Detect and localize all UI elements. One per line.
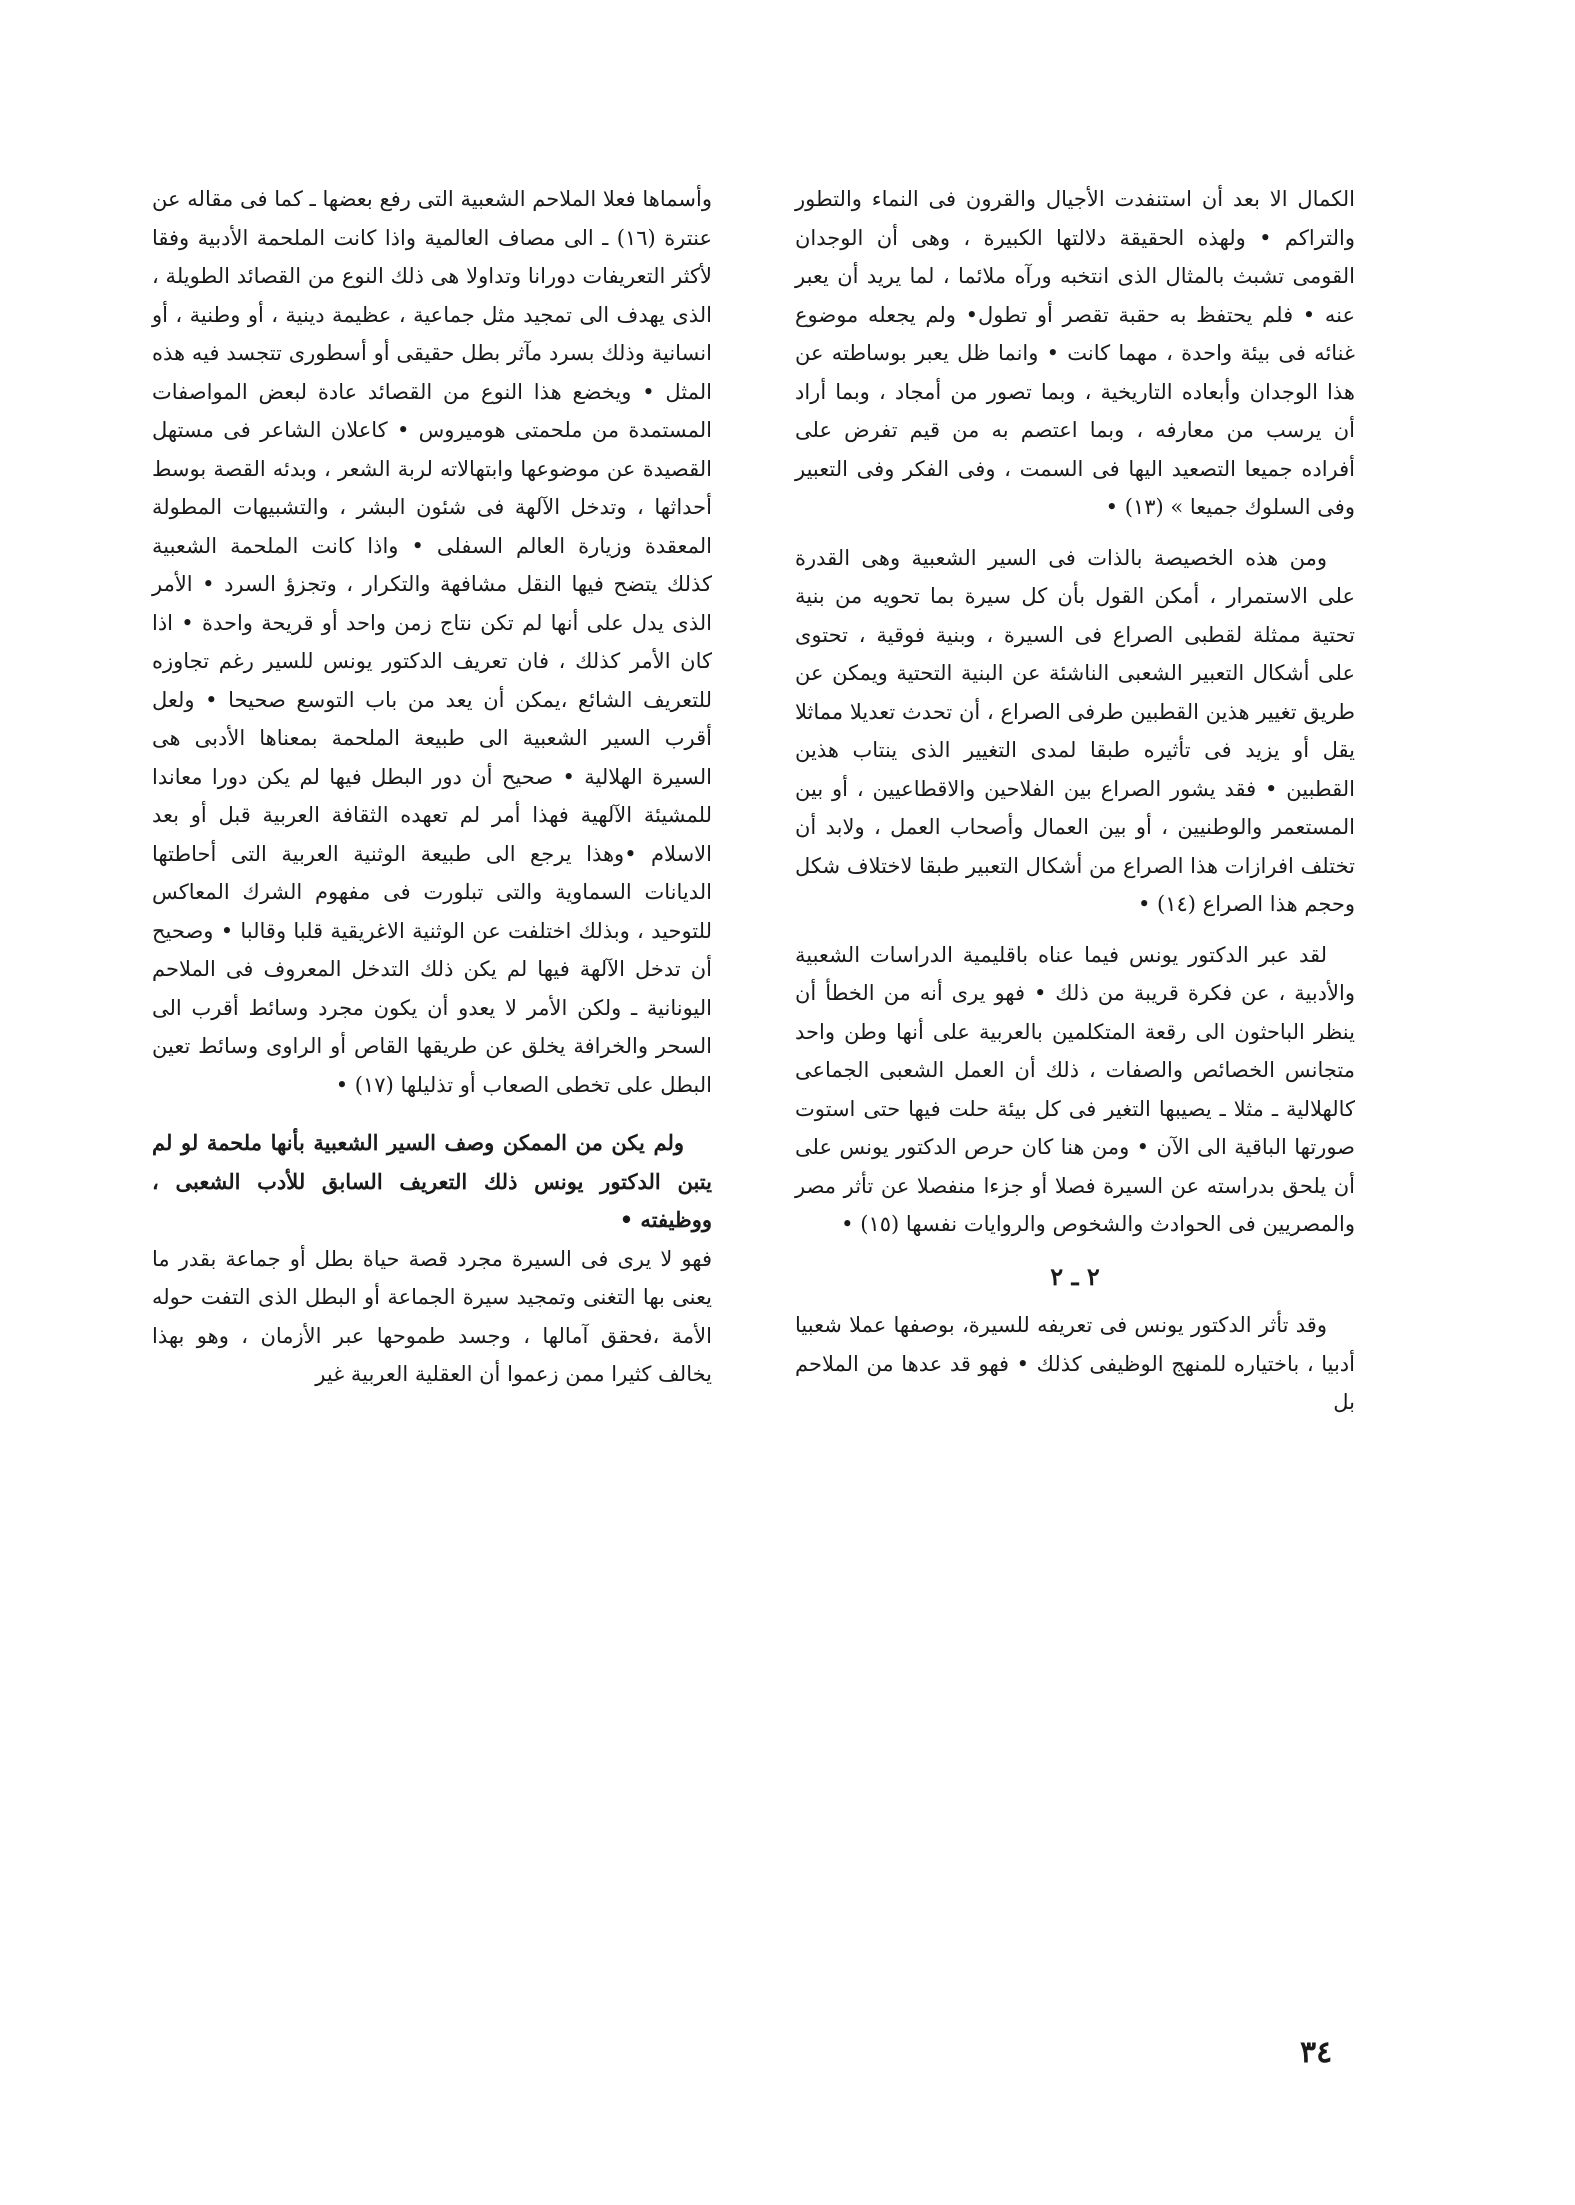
paragraph: الكمال الا بعد أن استنفدت الأجيال والقرون فى النماء والتطور والتراكم • ولهذه الحقيقة دلالتها الكبيرة ، وهى أن الوجدان القومى تشبث بالمثال الذى انتخبه ورآه ملائما ، لما يريد أن يعبر عنه • فلم يحتفظ به حقبة تقصر أو تطول• ولم يجعله موضوع غنائه فى بيئة واحدة ، مهما كانت • وانما ظل يعبر بوساطته عن هذا الوجدان وأبعاده التاريخية ، وبما تصور من أمجاد ، وبما أراد أن يرسب من معارفه ، وبما اعتصم به من قيم تفرض على أفراده جميعا التصعيد اليها فى السمت ، وفى الفكر وفى التعبير وفى السلوك جميعا » (١٣) •	[795, 187, 1355, 519]
paragraph: وقد تأثر الدكتور يونس فى تعريفه للسيرة، بوصفها عملا شعبيا أدبيا ، باختياره للمنهج الوظيفى كذلك • فهو قد عدها من الملاحم بل	[795, 1313, 1355, 1414]
paragraph: فهو لا يرى فى السيرة مجرد قصة حياة بطل أو جماعة بقدر ما يعنى بها التغنى وتمجيد سيرة الجماعة أو البطل الذى التفت حوله الأمة ،فحقق آمالها ، وجسد طموحها عبر الأزمان ، وهو بهذا يخالف كثيرا ممن زعموا أن العقلية العربية غير	[152, 1246, 712, 1386]
right-text-column	[795, 180, 1355, 1422]
paragraph: لقد عبر الدكتور يونس فيما عناه باقليمية الدراسات الشعبية والأدبية ، عن فكرة قريبة من ذلك • فهو يرى أنه من الخطأ أن ينظر الباحثون الى رقعة المتكلمين بالعربية على أنها وطن واحد متجانس الخصائص والصفات ، ذلك أن العمل الشعبى الجماعى كالهلالية ـ مثلا ـ يصيبها التغير فى كل بيئة حلت فيها حتى استوت صورتها الباقية الى الآن • ومن هنا كان حرص الدكتور يونس على أن يلحق بدراسته عن السيرة فصلا أو جزءا منفصلا عن تأثر مصر والمصريين فى الحوادث والشخوص والروايات نفسها (١٥) •	[795, 942, 1355, 1236]
section-heading: ٢ ـ ٢	[1050, 1261, 1100, 1291]
bold-paragraph: ولم يكن من الممكن وصف السير الشعبية بأنها ملحمة لو لم يتبن الدكتور يونس ذلك التعريف السابق للأدب الشعبى ، ووظيفته •	[152, 1130, 712, 1232]
left-text-column	[152, 180, 712, 1394]
paragraph: وأسماها فعلا الملاحم الشعبية التى رفع بعضها ـ كما فى مقاله عن عنترة (١٦) ـ الى مصاف العالمية واذا كانت الملحمة الأدبية وفقا لأكثر التعريفات دورانا وتداولا هى ذلك النوع من القصائد الطويلة ، الذى يهدف الى تمجيد مثل جماعية ، عظيمة دينية ، أو وطنية ، أو انسانية وذلك بسرد مآثر بطل حقيقى أو أسطورى تتجسد فيه هذه المثل • ويخضع هذا النوع من القصائد عادة لبعض المواصفات المستمدة من ملحمتى هوميروس • كاعلان الشاعر فى مستهل القصيدة عن موضوعها وابتهالاته لربة الشعر ، وبدئه القصة بوسط أحداثها ، وتدخل الآلهة فى شئون البشر ، والتشبيهات المطولة المعقدة وزيارة العالم السفلى • واذا كانت الملحمة الشعبية كذلك يتضح فيها النقل مشافهة والتكرار ، وتجزؤ السرد • الأمر الذى يدل على أنها لم تكن نتاج زمن واحد أو قريحة واحدة • اذا كان الأمر كذلك ، فان تعريف الدكتور يونس للسير رغم تجاوزه للتعريف الشائع ،يمكن أن يعد من باب التوسع صحيحا • ولعل أقرب السير الشعبية الى طبيعة الملحمة بمعناها الأدبى هى السيرة الهلالية • صحيح أن دور البطل فيها لم يكن دورا معاندا للمشيئة الآلهية فهذا أمر لم تعهده الثقافة العربية قبل أو بعد الاسلام •وهذا يرجع الى طبيعة الوثنية العربية التى أحاطتها الديانات السماوية والتى تبلورت فى مفهوم الشرك المعاكس للتوحيد ، وبذلك اختلفت عن الوثنية الاغريقية قلبا وقالبا • وصحيح أن تدخل الآلهة فيها لم يكن ذلك التدخل المعروف فى الملاحم اليونانية ـ ولكن الأمر لا يعدو أن يكون مجرد وسائط أقرب الى السحر والخرافة يخلق عن طريقها القاص أو الراوى وسائط تعين البطل على تخطى الصعاب أو تذليلها (١٧) •	[152, 187, 712, 1097]
page-number: ٣٤	[1300, 2035, 1333, 2070]
paragraph: ومن هذه الخصيصة بالذات فى السير الشعبية وهى القدرة على الاستمرار ، أمكن القول بأن كل سيرة بما تحويه من بنية تحتية ممثلة لقطبى الصراع فى السيرة ، وبنية فوقية ، تحتوى على أشكال التعبير الشعبى الناشئة عن البنية التحتية ويمكن عن طريق تغيير هذين القطبين طرفى الصراع ، أن تحدث تعديلا مماثلا يقل أو يزيد فى تأثيره طبقا لمدى التغيير الذى ينتاب هذين القطبين • فقد يشور الصراع بين الفلاحين والاقطاعيين ، أو بين المستعمر والوطنيين ، أو بين العمال وأصحاب العمل ، ولابد أن تختلف افرازات هذا الصراع من أشكال التعبير طبقا لاختلاف شكل وحجم هذا الصراع (١٤) •	[795, 545, 1355, 916]
